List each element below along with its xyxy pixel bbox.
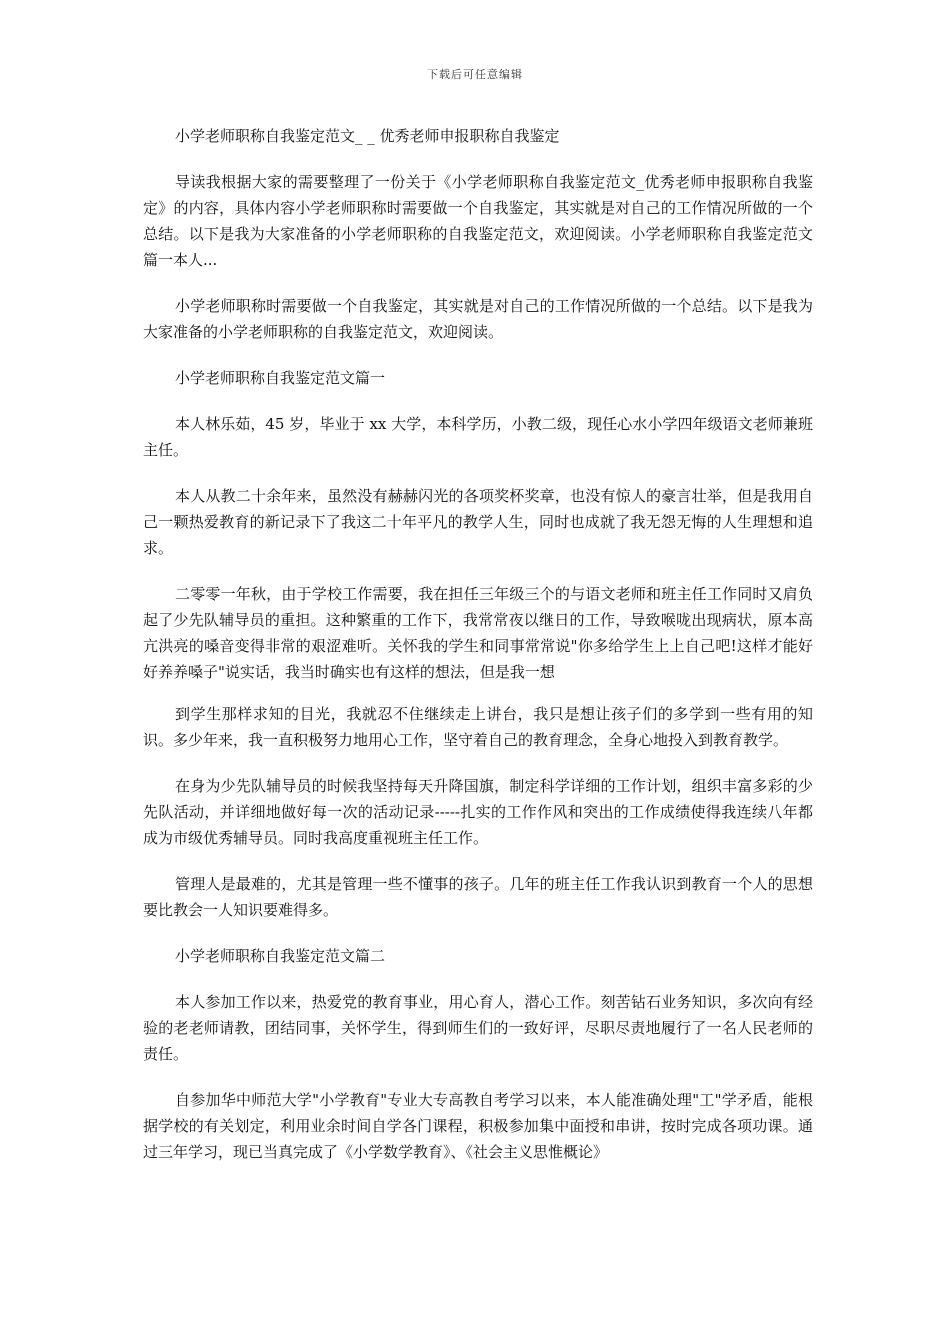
body-paragraph: 本人林乐茹，45 岁，毕业于 xx 大学，本科学历，小教二级，现任心水小学四年级语文老师兼班主任。 (143, 415, 813, 459)
body-paragraph: 二零零一年秋，由于学校工作需要，我在担任三年级三个的与语文老师和班主任工作同时又肩负起了少先队辅导员的重担。这种繁重的工作下，我常常夜以继日的工作，导致喉咙出现病状，原本高亢洪亮的嗓音变得非常的艰涩难听。关怀我的学生和同事常常说"你多给学生上上自己吧!这样才能好好养养嗓子"说实话，我当时确实也有这样的想法，但是我一想 (143, 585, 813, 681)
body-paragraph: 本人参加工作以来，热爱党的教育事业，用心育人，潜心工作。刻苦钻石业务知识，多次向有经验的老老师请教，团结同事，关怀学生，得到师生们的一致好评，尽职尽责地履行了一名人民老师的责任。 (143, 993, 813, 1063)
document-body (143, 123, 813, 1185)
section-heading-two: 小学老师职称自我鉴定范文篇二 (175, 947, 386, 965)
body-paragraph: 在身为少先队辅导员的时候我坚持每天升降国旗，制定科学详细的工作计划，组织丰富多彩的少先队活动，并详细地做好每一次的活动记录-----扎实的工作作风和突出的工作成绩使得我连续八年都成为市级优秀辅导员。同时我高度重视班主任工作。 (143, 777, 813, 847)
section-heading-one: 小学老师职称自我鉴定范文篇一 (175, 369, 386, 387)
body-paragraph: 本人从教二十余年来，虽然没有赫赫闪光的各项奖杯奖章，也没有惊人的豪言壮举，但是我用自己一颗热爱教育的新记录下了我这二十年平凡的教学人生，同时也成就了我无怨无悔的人生理想和追求。 (143, 487, 813, 557)
document-title: 小学老师职称自我鉴定范文_ _ 优秀老师申报职称自我鉴定 (175, 127, 560, 145)
body-paragraph: 自参加华中师范大学"小学教育"专业大专高教自考学习以来，本人能准确处理"工"学矛盾，能根据学校的有关划定，利用业余时间自学各门课程，积极参加集中面授和串讲，按时完成各项功课。通过三年学习，现已当真完成了《小学数学教育》、《社会主义思惟概论》 (143, 1091, 813, 1161)
body-paragraph: 到学生那样求知的目光，我就忍不住继续走上讲台，我只是想让孩子们的多学到一些有用的知识。多少年来，我一直积极努力地用心工作，坚守着自己的教育理念，全身心地投入到教育教学。 (143, 705, 813, 749)
intro-paragraph: 导读我根据大家的需要整理了一份关于《小学老师职称自我鉴定范文_优秀老师申报职称自我鉴定》的内容，具体内容小学老师职称时需要做一个自我鉴定，其实就是对自己的工作情况所做的一个总结。以下是我为大家准备的小学老师职称的自我鉴定范文，欢迎阅读。小学老师职称自我鉴定范文篇一本人... (143, 173, 813, 269)
page-header-note: 下载后可任意编辑 (427, 68, 523, 81)
body-paragraph: 管理人是最难的，尤其是管理一些不懂事的孩子。几年的班主任工作我认识到教育一个人的思想要比教会一人知识要难得多。 (143, 875, 813, 919)
summary-paragraph: 小学老师职称时需要做一个自我鉴定，其实就是对自己的工作情况所做的一个总结。以下是我为大家准备的小学老师职称的自我鉴定范文，欢迎阅读。 (143, 297, 813, 341)
